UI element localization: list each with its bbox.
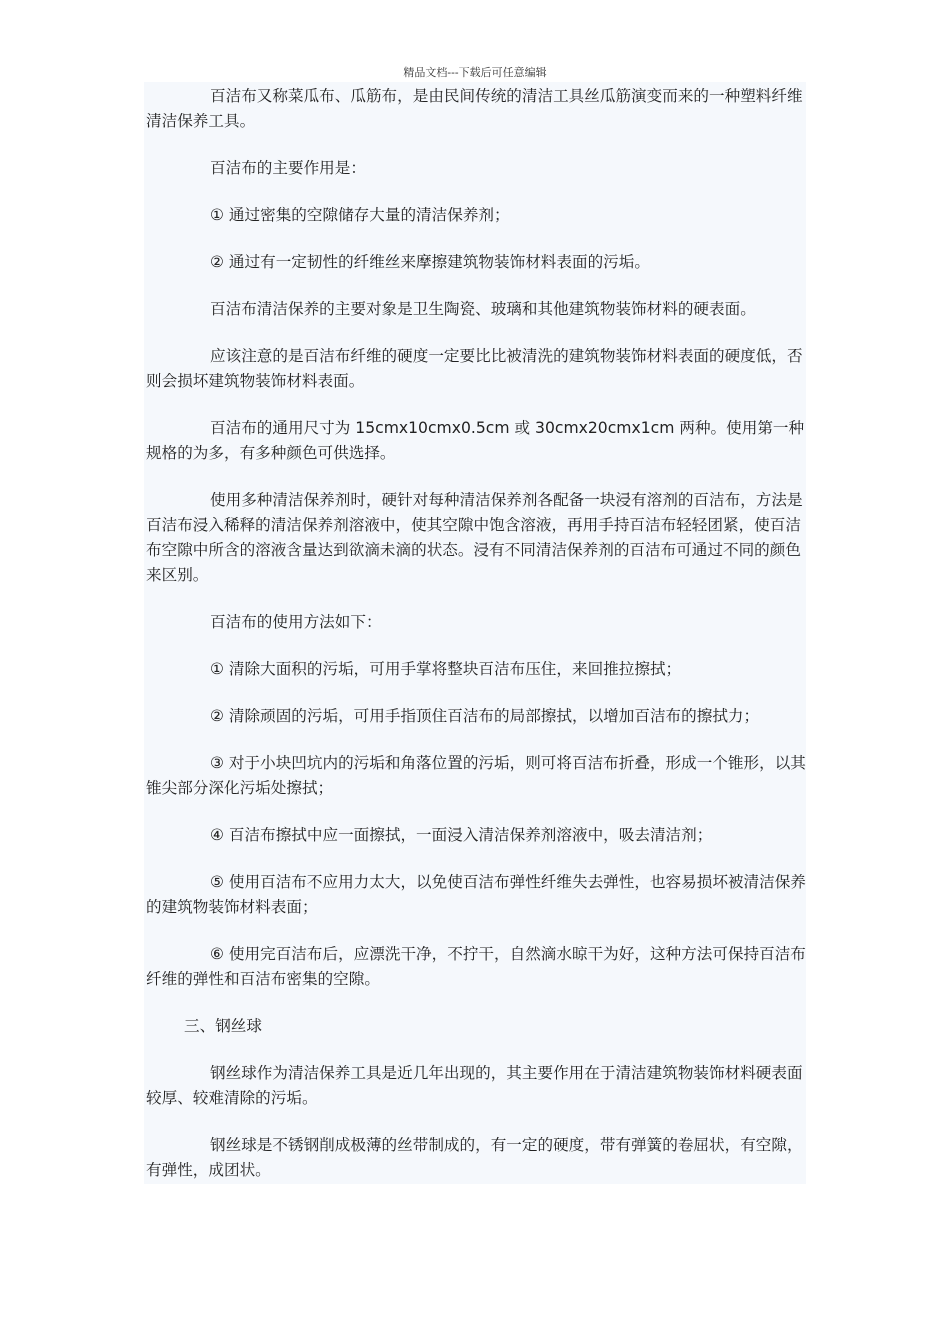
list-item: ③ 对于小块凹坑内的污垢和角落位置的污垢，则可将百洁布折叠，形成一个锥形，以其锥尖部分深化污垢处擦拭；	[146, 754, 806, 797]
section-heading: 三、钢丝球	[184, 1017, 262, 1035]
paragraph: 百洁布清洁保养的主要对象是卫生陶瓷、玻璃和其他建筑物装饰材料的硬表面。	[210, 300, 756, 318]
list-item: ② 清除顽固的污垢，可用手指顶住百洁布的局部擦拭，以增加百洁布的擦拭力；	[210, 707, 760, 725]
paragraph: 钢丝球作为清洁保养工具是近几年出现的，其主要作用在于清洁建筑物装饰材料硬表面较厚、较难清除的污垢。	[146, 1064, 803, 1107]
paragraph: 应该注意的是百洁布纤维的硬度一定要比比被清洗的建筑物装饰材料表面的硬度低，否则会损坏建筑物装饰材料表面。	[146, 347, 803, 390]
list-item: ④ 百洁布擦拭中应一面擦拭，一面浸入清洁保养剂溶液中，吸去清洁剂；	[210, 826, 713, 844]
paragraph: 百洁布的主要作用是：	[210, 159, 366, 177]
document-body	[144, 82, 806, 1184]
page-header: 精品文档---下载后可任意编辑	[403, 66, 547, 79]
list-item: ① 通过密集的空隙储存大量的清洁保养剂；	[210, 206, 510, 224]
paragraph: 百洁布的通用尺寸为 15cmx10cmx0.5cm 或 30cmx20cmx1cm 两种。使用第一种规格的为多，有多种颜色可供选择。	[146, 419, 805, 462]
paragraph: 百洁布的使用方法如下：	[210, 613, 382, 631]
list-item: ② 通过有一定韧性的纤维丝来摩擦建筑物装饰材料表面的污垢。	[210, 253, 650, 271]
paragraph: 百洁布又称菜瓜布、瓜筋布，是由民间传统的清洁工具丝瓜筋演变而来的一种塑料纤维清洁保养工具。	[146, 87, 803, 130]
paragraph: 钢丝球是不锈钢削成极薄的丝带制成的，有一定的硬度，带有弹簧的卷屈状，有空隙，有弹性，成团状。	[146, 1136, 803, 1179]
list-item: ① 清除大面积的污垢，可用手掌将整块百洁布压住，来回推拉擦拭；	[210, 660, 682, 678]
paragraph: 使用多种清洁保养剂时，硬针对每种清洁保养剂各配备一块浸有溶剂的百洁布，方法是百洁布浸入稀释的清洁保养剂溶液中，使其空隙中饱含溶液，再用手持百洁布轻轻团紧，使百洁布空隙中所含的溶液含量达到欲滴未滴的状态。浸有不同清洁保养剂的百洁布可通过不同的颜色来区别。	[146, 491, 803, 584]
list-item: ⑥ 使用完百洁布后，应漂洗干净，不拧干，自然滴水晾干为好，这种方法可保持百洁布纤维的弹性和百洁布密集的空隙。	[146, 945, 806, 988]
list-item: ⑤ 使用百洁布不应用力太大，以免使百洁布弹性纤维失去弹性，也容易损坏被清洁保养的建筑物装饰材料表面；	[146, 873, 806, 916]
